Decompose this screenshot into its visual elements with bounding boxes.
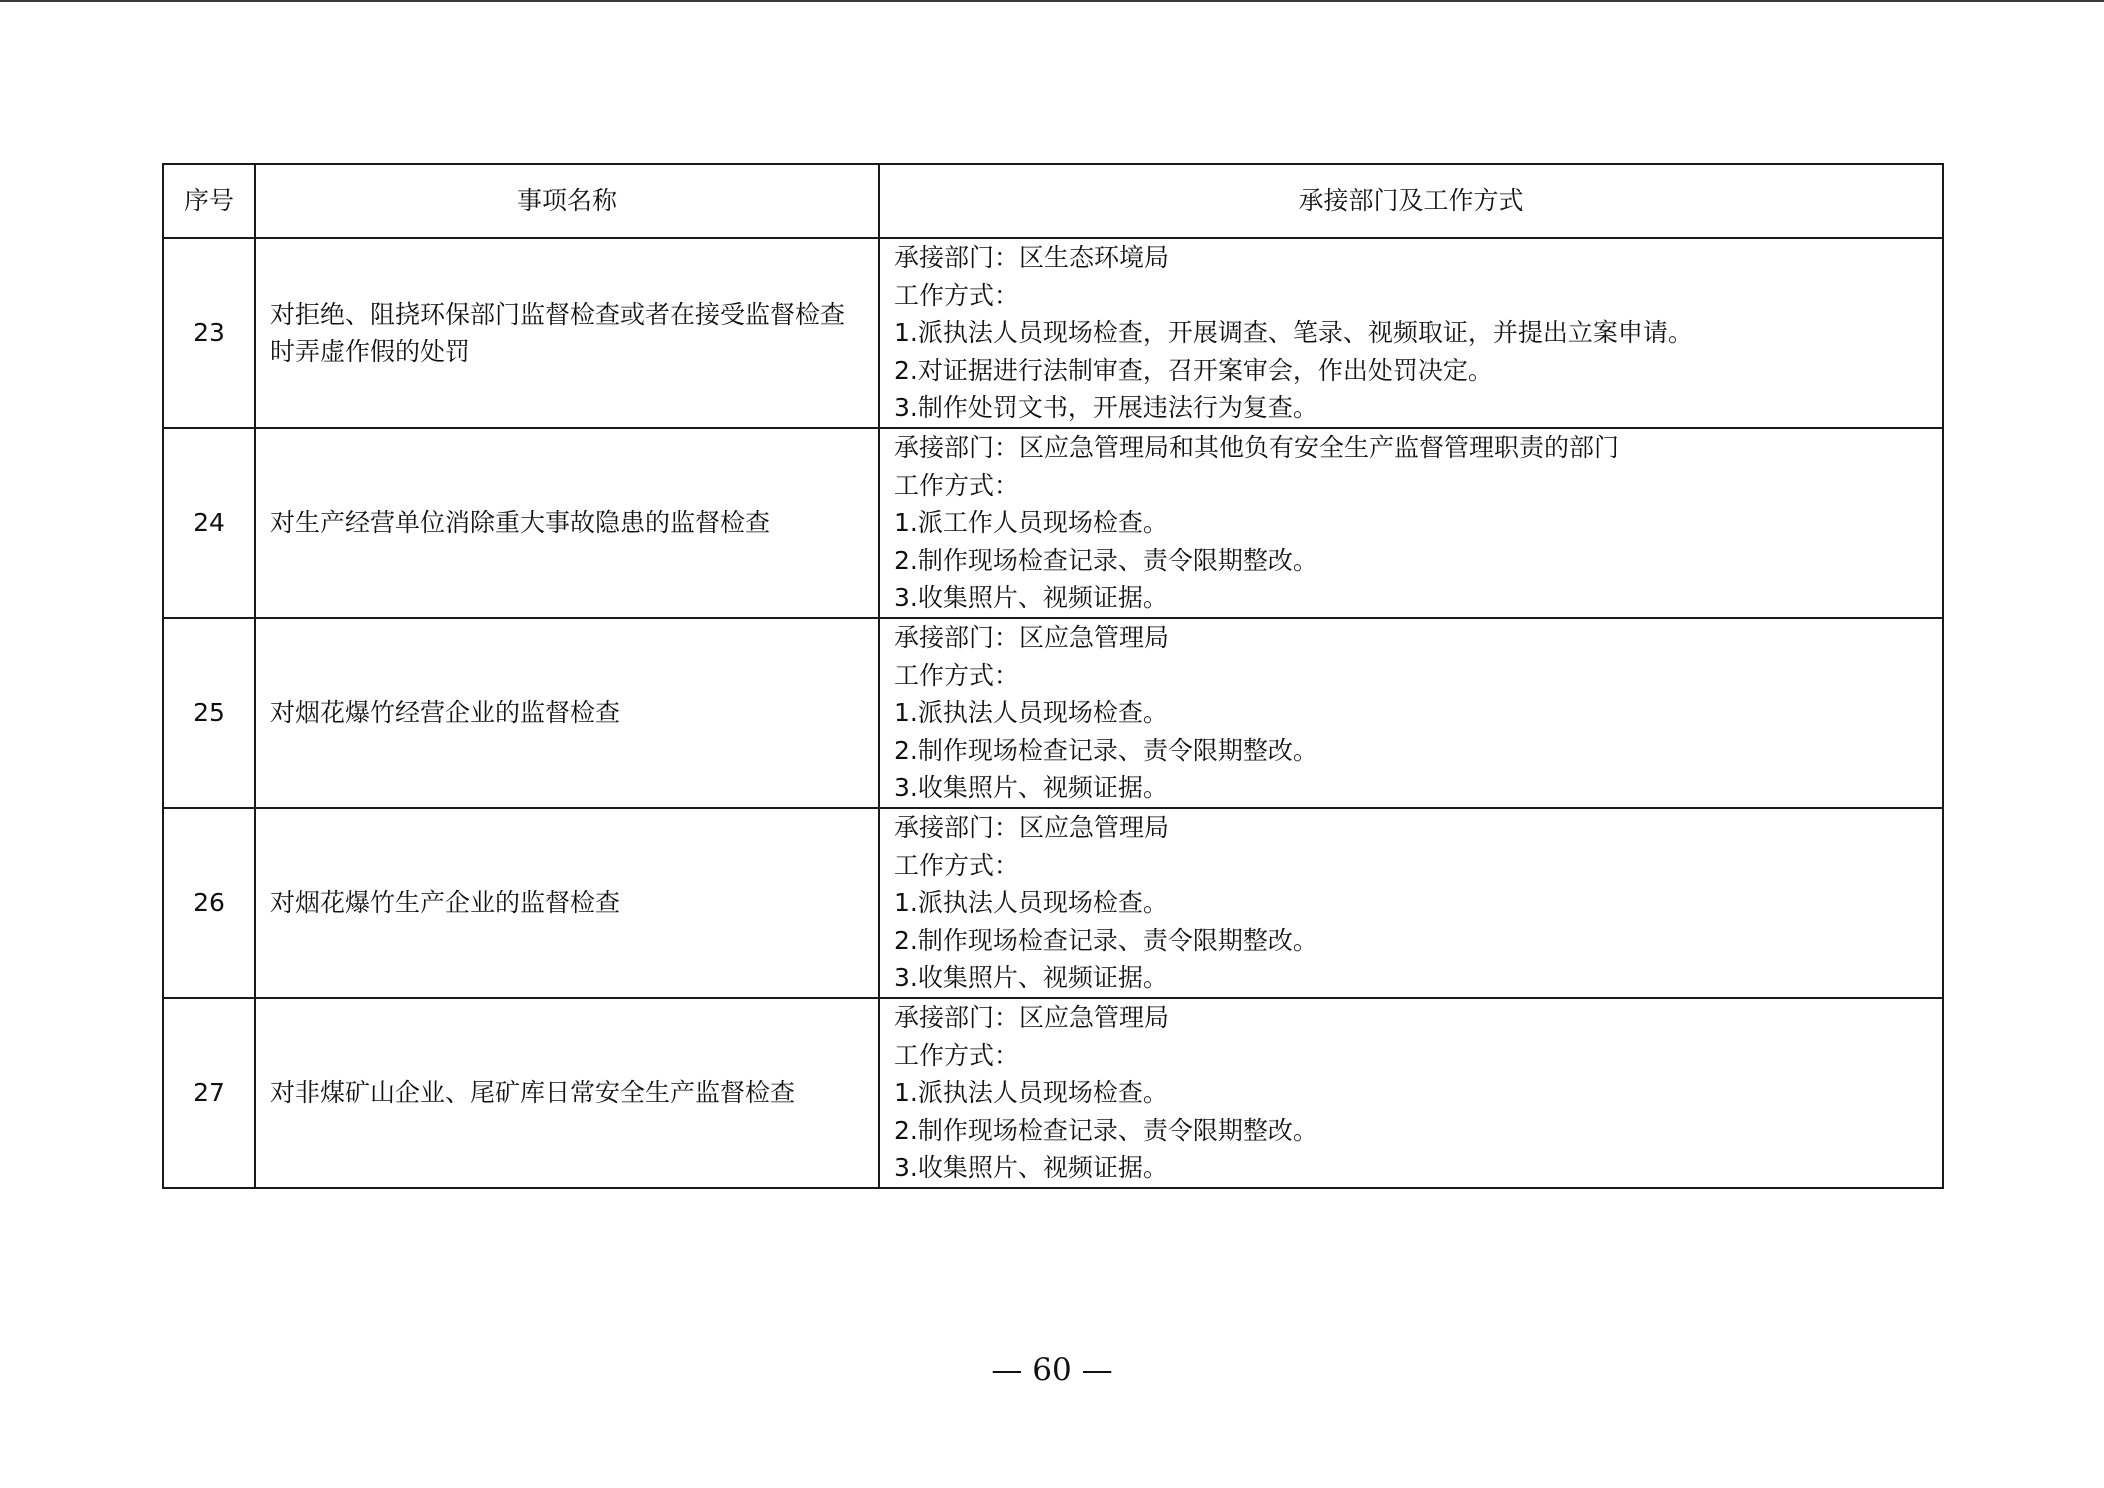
row-seq: 25 <box>163 618 255 808</box>
row-matter-name: 对烟花爆竹生产企业的监督检查 <box>255 808 879 998</box>
dept-line: 承接部门：区应急管理局 <box>894 813 1170 842</box>
dept-line: 2.制作现场检查记录、责令限期整改。 <box>894 545 1318 575</box>
dept-line: 2.制作现场检查记录、责令限期整改。 <box>894 925 1318 955</box>
dept-line: 2.制作现场检查记录、责令限期整改。 <box>894 735 1318 765</box>
page-number: — 60 — <box>991 1352 1113 1388</box>
dept-line: 2.制作现场检查记录、责令限期整改。 <box>894 1115 1318 1145</box>
dept-line: 1.派执法人员现场检查。 <box>894 888 1168 917</box>
table-row <box>163 238 1943 428</box>
dept-line: 工作方式： <box>894 850 1020 880</box>
dept-line: 1.派执法人员现场检查。 <box>894 1078 1168 1107</box>
header-seq: 序号 <box>163 164 255 238</box>
row-dept-method <box>879 998 1943 1188</box>
dept-line: 2.对证据进行法制审查，召开案审会，作出处罚决定。 <box>894 355 1493 385</box>
table-row <box>163 618 1943 808</box>
row-dept-method <box>879 428 1943 618</box>
dept-line: 3.收集照片、视频证据。 <box>894 963 1168 992</box>
table-header-row <box>163 164 1943 238</box>
dept-line: 承接部门：区应急管理局 <box>894 623 1170 652</box>
dept-line: 1.派执法人员现场检查，开展调查、笔录、视频取证，并提出立案申请。 <box>894 318 1693 347</box>
dept-line: 3.收集照片、视频证据。 <box>894 1153 1168 1182</box>
header-dept: 承接部门及工作方式 <box>879 164 1943 238</box>
table-row <box>163 428 1943 618</box>
dept-line: 承接部门：区生态环境局 <box>894 243 1170 272</box>
dept-line: 工作方式： <box>894 660 1020 690</box>
row-dept-method <box>879 238 1943 428</box>
row-matter-name: 对拒绝、阻挠环保部门监督检查或者在接受监督检查时弄虚作假的处罚 <box>255 238 879 428</box>
header-name: 事项名称 <box>255 164 879 238</box>
row-dept-method <box>879 618 1943 808</box>
table-row <box>163 998 1943 1188</box>
dept-line: 1.派工作人员现场检查。 <box>894 508 1168 537</box>
dept-line: 3.收集照片、视频证据。 <box>894 583 1168 612</box>
row-matter-name: 对非煤矿山企业、尾矿库日常安全生产监督检查 <box>255 998 879 1188</box>
dept-line: 1.派执法人员现场检查。 <box>894 698 1168 727</box>
dept-line: 3.制作处罚文书，开展违法行为复查。 <box>894 393 1318 422</box>
dept-line: 承接部门：区应急管理局和其他负有安全生产监督管理职责的部门 <box>894 433 1620 462</box>
page-top-border <box>0 0 2104 2</box>
dept-line: 工作方式： <box>894 1040 1020 1070</box>
matters-table <box>162 163 1944 1189</box>
row-seq: 26 <box>163 808 255 998</box>
dept-line: 承接部门：区应急管理局 <box>894 1003 1170 1032</box>
dept-line: 工作方式： <box>894 280 1020 310</box>
row-seq: 27 <box>163 998 255 1188</box>
table-row <box>163 808 1943 998</box>
row-matter-name: 对烟花爆竹经营企业的监督检查 <box>255 618 879 808</box>
dept-line: 工作方式： <box>894 470 1020 500</box>
row-seq: 23 <box>163 238 255 428</box>
dept-line: 3.收集照片、视频证据。 <box>894 773 1168 802</box>
row-seq: 24 <box>163 428 255 618</box>
row-dept-method <box>879 808 1943 998</box>
row-matter-name: 对生产经营单位消除重大事故隐患的监督检查 <box>255 428 879 618</box>
